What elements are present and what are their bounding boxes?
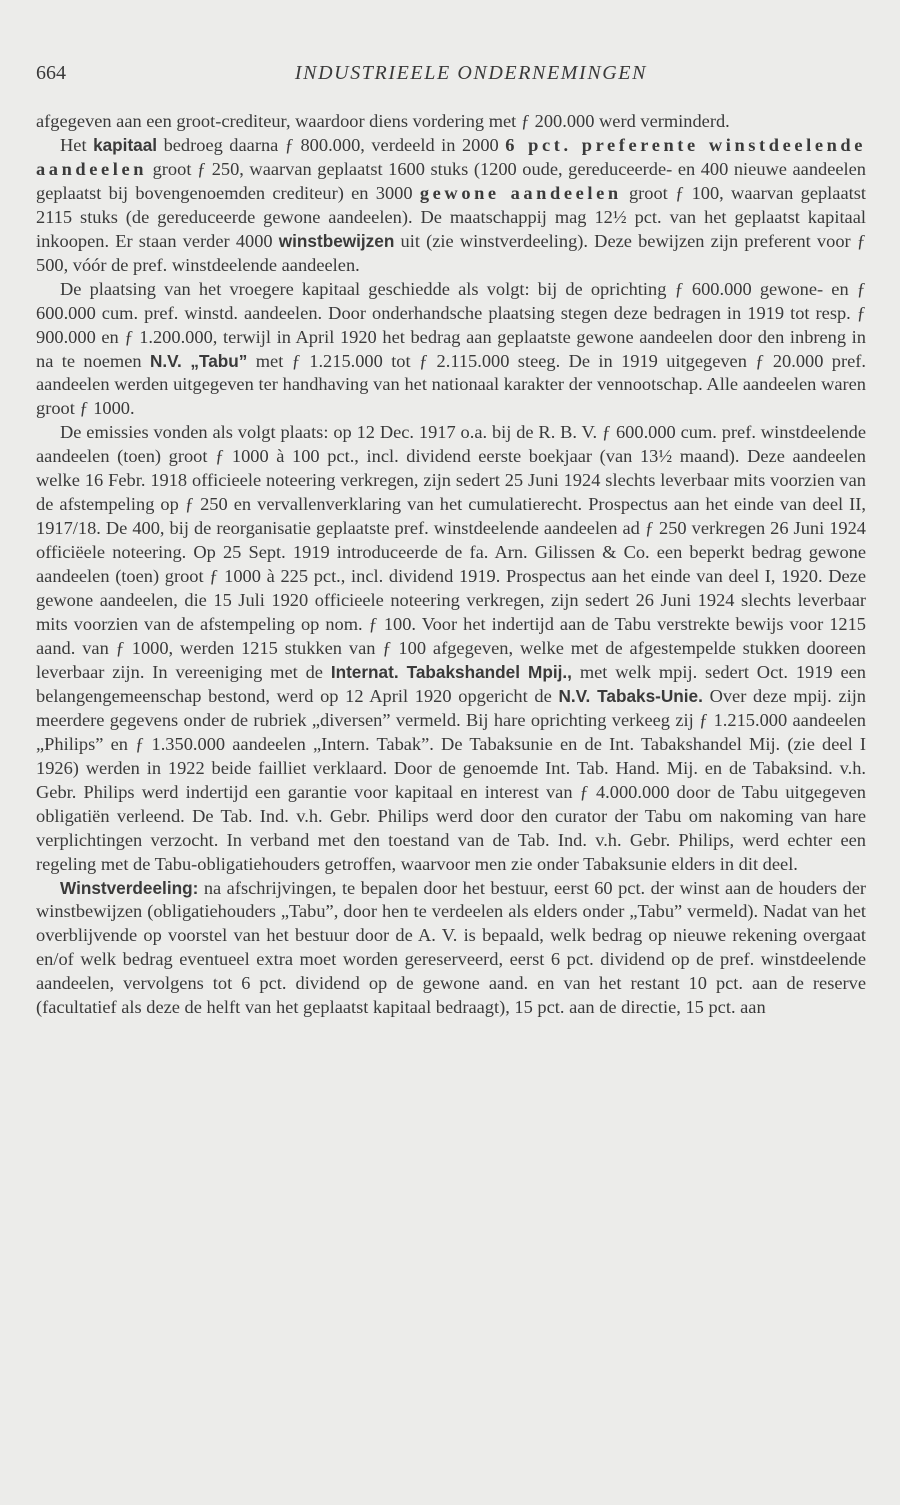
text-run: na afschrijvingen, te bepalen door het bestuur, eerst 60 pct. der winst aan de houders der winstbewijzen (obligatiehouders „Tabu”, door hen te verdeelen als elders onder „Tabu” vermeld). Nadat van het overblijvende op voorstel van het bestuur door de A. V. is bepaald, welk bedrag op nieuwe rekening overgaat en/of welk bedrag eventueel extra moet worden gereserveerd, eerst 6 pct. dividend op de pref. winstdeelende aandeelen, vervolgens tot 6 pct. dividend op de gewone aand. en van het restant 10 pct. aan de reserve (facultatief als deze de helft van het geplaatst kapitaal bedraagt), 15 pct. aan de directie, 15 pct. aan <box>36 877 866 1018</box>
bold-term-tabaks-unie: N.V. Tabaks-Unie. <box>558 685 703 706</box>
text-run: met welk mpij. sedert Oct. 1919 een belangengemeenschap bestond, werd op 12 April 1920 opgericht de <box>36 661 866 706</box>
body-text <box>36 110 866 1020</box>
bold-term-internat-tabakshandel: Internat. Tabakshandel Mpij., <box>330 661 572 682</box>
bold-term-winstverdeeling: Winstverdeeling: <box>60 877 199 898</box>
paragraph-emissies <box>36 421 866 876</box>
spaced-term-preferente: 6 pct. preferente winstdeelende aandeelen <box>36 134 867 179</box>
bold-term-winstbewijzen: winstbewijzen <box>278 230 395 251</box>
text-run: groot ƒ 250, waarvan geplaatst 1600 stuks (1200 oude, gereduceerde- en 400 nieuwe aandeelen geplaatst bij bovengenoemden crediteur) en 3000 <box>36 158 866 203</box>
spaced-term-gewone: gewone aandeelen <box>419 182 622 203</box>
paragraph-continuation <box>36 110 866 134</box>
text-run: afgegeven aan een groot-crediteur, waardoor diens vordering met ƒ 200.000 werd verminderd. <box>36 111 730 131</box>
page-header <box>36 62 866 92</box>
page-number: 664 <box>36 62 66 84</box>
running-title: INDUSTRIEELE ONDERNEMINGEN <box>294 62 648 84</box>
text-run: groot ƒ 100, waarvan geplaatst 2115 stuks (de gereduceerde gewone aandeelen). De maatschappij mag 12½ pct. van het geplaatst kapitaal inkoopen. Er staan verder 4000 <box>36 182 866 251</box>
paragraph-winstverdeeling <box>36 877 866 1021</box>
text-run: Over deze mpij. zijn meerdere gegevens onder de rubriek „diversen” vermeld. Bij hare oprichting verkeeg zij ƒ 1.215.000 aandeelen „Philips” en ƒ 1.350.000 aandeelen „Intern. Tabak”. De Tabaksunie en de Int. Tabakshandel Mij. (zie deel I 1926) werden in 1922 beide failliet verklaard. Door de genoemde Int. Tab. Hand. Mij. en de Tabaksind. v.h. Gebr. Philips werd indertijd een garantie voor kapitaal en interest van ƒ 4.000.000 door de Tabu uitgegeven obligatiën verleend. De Tab. Ind. v.h. Gebr. Philips werd door den curator der Tabu om nakoming van hare verplichtingen verzocht. In verband met den toestand van de Tab. Ind. v.h. Gebr. Philips, werd echter een regeling met de Tabu-obligatiehouders getroffen, waarvoor men zie onder Tabaksunie elders in dit deel. <box>36 685 866 874</box>
text-run: bedroeg daarna ƒ 800.000, verdeeld in 2000 <box>157 134 506 155</box>
paragraph-kapitaal <box>36 134 866 278</box>
text-run: De plaatsing van het vroegere kapitaal geschiedde als volgt: bij de oprichting ƒ 600.000 gewone- en ƒ 600.000 cum. pref. winstd. aandeelen. Door onderhandsche plaatsing stegen deze bedragen in 1919 tot resp. ƒ 900.000 en ƒ 1.200.000, terwijl in April 1920 het bedrag aan geplaatste gewone aandeelen door den inbreng in na te noemen <box>36 278 866 371</box>
paragraph-plaatsing <box>36 278 866 422</box>
bold-term-kapitaal: kapitaal <box>93 134 158 155</box>
text-run: met ƒ 1.215.000 tot ƒ 2.115.000 steeg. De in 1919 uitgegeven ƒ 20.000 pref. aandeelen werden uitgegeven ter handhaving van het nationaal karakter der vennootschap. Alle aandeelen waren groot ƒ 1000. <box>36 350 867 419</box>
text-run: Het <box>60 134 94 155</box>
bold-term-tabu: N.V. „Tabu” <box>149 350 248 371</box>
text-run: uit (zie winstverdeeling). Deze bewijzen zijn preferent voor ƒ 500, vóór de pref. winstdeelende aandeelen. <box>36 230 867 275</box>
text-run: De emissies vonden als volgt plaats: op 12 Dec. 1917 o.a. bij de R. B. V. ƒ 600.000 cum. pref. winstdeelende aandeelen (toen) groot ƒ 1000 à 100 pct., incl. dividend eerste boekjaar (van 13½ maand). Deze aandeelen welke 16 Febr. 1918 officieele noteering verkregen, zijn sedert 25 Juni 1924 slechts leverbaar mits voorzien van de afstempeling op ƒ 250 en vervallenverklaring van het cumulatierecht. Prospectus aan het einde van deel II, 1917/18. De 400, bij de reorganisatie geplaatste pref. winstdeelende aandeelen ad ƒ 250 verkregen 26 Juni 1924 officiëele noteering. Op 25 Sept. 1919 introduceerde de fa. Arn. Gilissen & Co. een beperkt bedrag gewone aandeelen (toen) groot ƒ 1000 à 225 pct., incl. dividend 1919. Prospectus aan het einde van deel I, 1920. Deze gewone aandeelen, die 15 Juli 1920 officieele noteering verkregen, zijn sedert 26 Juni 1924 slechts leverbaar mits voorzien van de afstempeling op nom. ƒ 100. Voor het indertijd aan de Tabu verstrekte bewijs voor 1215 aand. van ƒ 1000, werden 1215 stukken van ƒ 100 afgegeven, welke met de afgestempelde stukken dooreen leverbaar zijn. In vereeniging met de <box>36 422 866 682</box>
